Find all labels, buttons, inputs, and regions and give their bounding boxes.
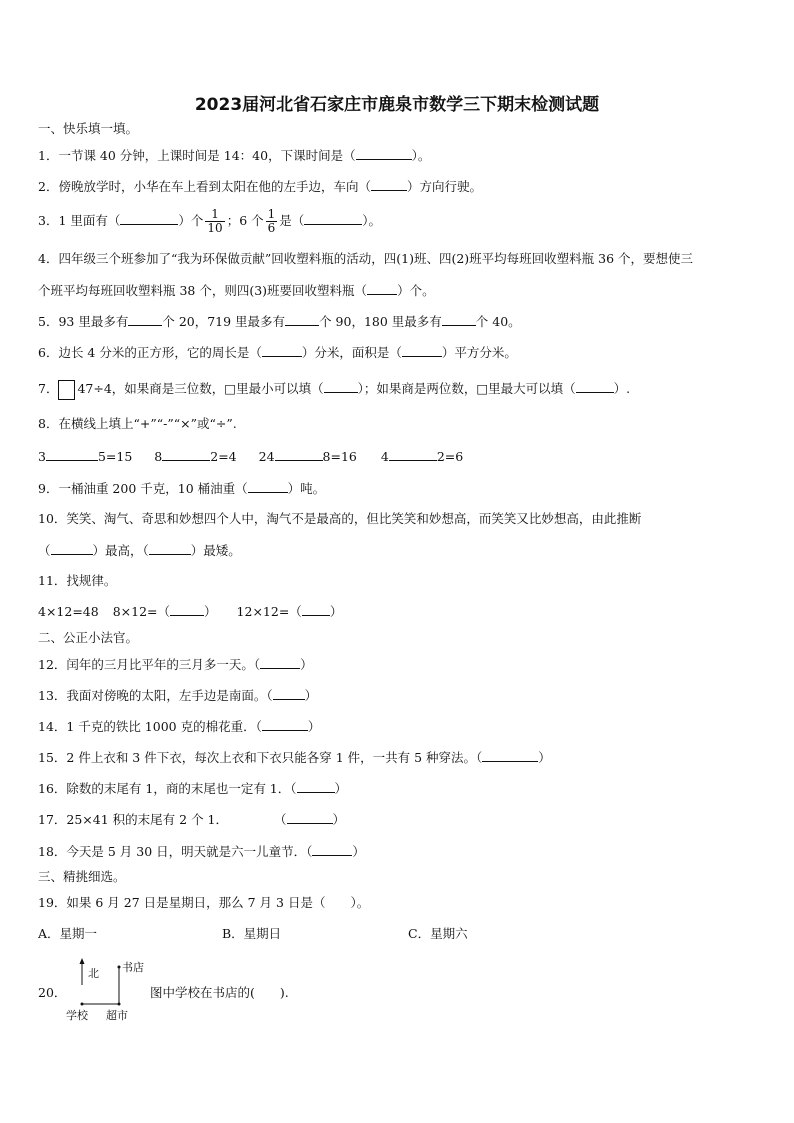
q8-item-4: 4 2=6 <box>380 449 464 464</box>
question-1: 1．一节课 40 分钟，上课时间是 14：40，下课时间是（ ）。 <box>38 148 431 163</box>
question-11: 11．找规律。 <box>38 573 117 588</box>
arrow-head <box>80 958 85 964</box>
question-10-line-2: （ ）最高，（ ）最矮。 <box>38 543 241 558</box>
answer-blank[interactable] <box>46 448 98 461</box>
answer-blank[interactable] <box>304 212 362 225</box>
question-8: 8．在横线上填上“+”“-”“×”或“÷”. <box>38 416 237 431</box>
q8-item-2: 8 2=4 <box>154 449 237 464</box>
question-15: 15．2 件上衣和 3 件下衣，每次上衣和下衣只能各穿 1 件，一共有 5 种穿法。（ ） <box>38 750 551 765</box>
answer-blank[interactable] <box>128 313 162 326</box>
answer-blank[interactable] <box>162 448 210 461</box>
question-10-line-1: 10．笑笑、淘气、奇思和妙想四个人中，淘气不是最高的，但比笑笑和妙想高，而笑笑又比妙想高，由此推断 <box>38 511 642 526</box>
question-19-options <box>38 926 468 942</box>
answer-blank[interactable] <box>367 282 397 295</box>
question-12: 12．闰年的三月比平年的三月多一天。（ ） <box>38 657 313 672</box>
answer-blank[interactable] <box>275 448 323 461</box>
answer-blank[interactable] <box>273 687 305 700</box>
question-7: 7． 47÷4，如果商是三位数，□里最小可以填（ ）；如果商是两位数，□里最大可以填（ ）. <box>38 377 630 401</box>
answer-blank[interactable] <box>248 480 288 493</box>
question-4-line-1: 4．四年级三个班参加了“我为环保做贡献”回收塑料瓶的活动，四(1)班、四(2)班平均每班回收塑料瓶 36 个，要想使三 <box>38 251 694 266</box>
question-20-text: 图中学校在书店的( ). <box>150 985 289 1000</box>
answer-blank[interactable] <box>262 718 308 731</box>
answer-blank[interactable] <box>51 542 93 555</box>
question-9: 9．一桶油重 200 千克，10 桶油重（ ）吨。 <box>38 481 326 496</box>
question-3: 3．1 里面有（ ）个 $\frac{1}{10}$ ；6 个 $\frac{1}{6}$ 是（ ）。 <box>38 207 382 235</box>
answer-blank[interactable] <box>389 448 437 461</box>
direction-diagram <box>62 957 142 1023</box>
option-a[interactable]: A．星期一 <box>38 926 98 941</box>
answer-blank[interactable] <box>482 749 538 762</box>
school-label: 学校 <box>66 1009 88 1022</box>
question-18: 18．今天是 5 月 30 日，明天就是六一儿童节．（ ） <box>38 844 365 859</box>
answer-blank[interactable] <box>120 212 178 225</box>
question-2: 2．傍晚放学时，小华在车上看到太阳在他的左手边，车向（ ）方向行驶。 <box>38 179 482 194</box>
answer-blank[interactable] <box>312 843 352 856</box>
q8-item-1: 3 5=15 <box>38 449 133 464</box>
answer-blank[interactable] <box>442 313 476 326</box>
fraction-one-tenth: $\frac{1}{10}$ <box>207 207 223 235</box>
fraction-one-sixth: $\frac{1}{6}$ <box>267 207 276 235</box>
section-3-heading: 三、精挑细选。 <box>38 869 126 884</box>
answer-blank[interactable] <box>262 344 302 357</box>
option-b[interactable]: B．星期日 <box>222 926 282 941</box>
answer-blank[interactable] <box>356 147 412 160</box>
question-14: 14．1 千克的铁比 1000 克的棉花重．（ ） <box>38 719 321 734</box>
empty-square-box[interactable] <box>58 380 75 400</box>
answer-blank[interactable] <box>149 542 191 555</box>
supermarket-label: 超市 <box>106 1009 128 1022</box>
bookstore-label: 书店 <box>122 961 144 974</box>
q8-item-3: 24 8=16 <box>258 449 357 464</box>
question-13: 13．我面对傍晚的太阳，左手边是南面。（ ） <box>38 688 318 703</box>
question-20-number: 20． <box>38 985 67 1000</box>
north-label: 北 <box>88 967 99 980</box>
question-11-pattern: 4×12=48 8×12=（ ） 12×12=（ ） <box>38 604 343 619</box>
answer-blank[interactable] <box>287 811 333 824</box>
question-8-items <box>38 448 463 465</box>
question-6: 6．边长 4 分米的正方形，它的周长是（ ）分米，面积是（ ）平方分米。 <box>38 345 517 360</box>
answer-blank[interactable] <box>302 603 330 616</box>
question-4-line-2: 个班平均每班回收塑料瓶 38 个，则四(3)班要回收塑料瓶（ ）个。 <box>38 283 435 298</box>
answer-blank[interactable] <box>285 313 319 326</box>
school-point <box>81 1003 84 1006</box>
section-1-heading: 一、快乐填一填。 <box>38 121 139 136</box>
answer-blank[interactable] <box>260 656 300 669</box>
answer-blank[interactable] <box>324 380 358 393</box>
page-title: 2023届河北省石家庄市鹿泉市数学三下期末检测试题 <box>194 95 600 115</box>
question-5: 5．93 里最多有 个 20，719 里最多有 个 90，180 里最多有 个 40。 <box>38 314 521 329</box>
section-2-heading: 二、公正小法官。 <box>38 630 139 645</box>
answer-blank[interactable] <box>170 603 204 616</box>
answer-blank[interactable] <box>297 780 335 793</box>
supermarket-point <box>118 1003 121 1006</box>
question-17: 17．25×41 积的末尾有 2 个 1． （ ） <box>38 812 346 827</box>
answer-blank[interactable] <box>402 344 442 357</box>
option-c[interactable]: C．星期六 <box>408 926 468 941</box>
answer-blank[interactable] <box>371 178 407 191</box>
question-16: 16．除数的末尾有 1，商的末尾也一定有 1．（ ） <box>38 781 348 796</box>
answer-blank[interactable] <box>576 380 614 393</box>
bookstore-point <box>118 966 121 969</box>
question-19: 19．如果 6 月 27 日是星期日，那么 7 月 3 日是（ ）。 <box>38 895 370 910</box>
